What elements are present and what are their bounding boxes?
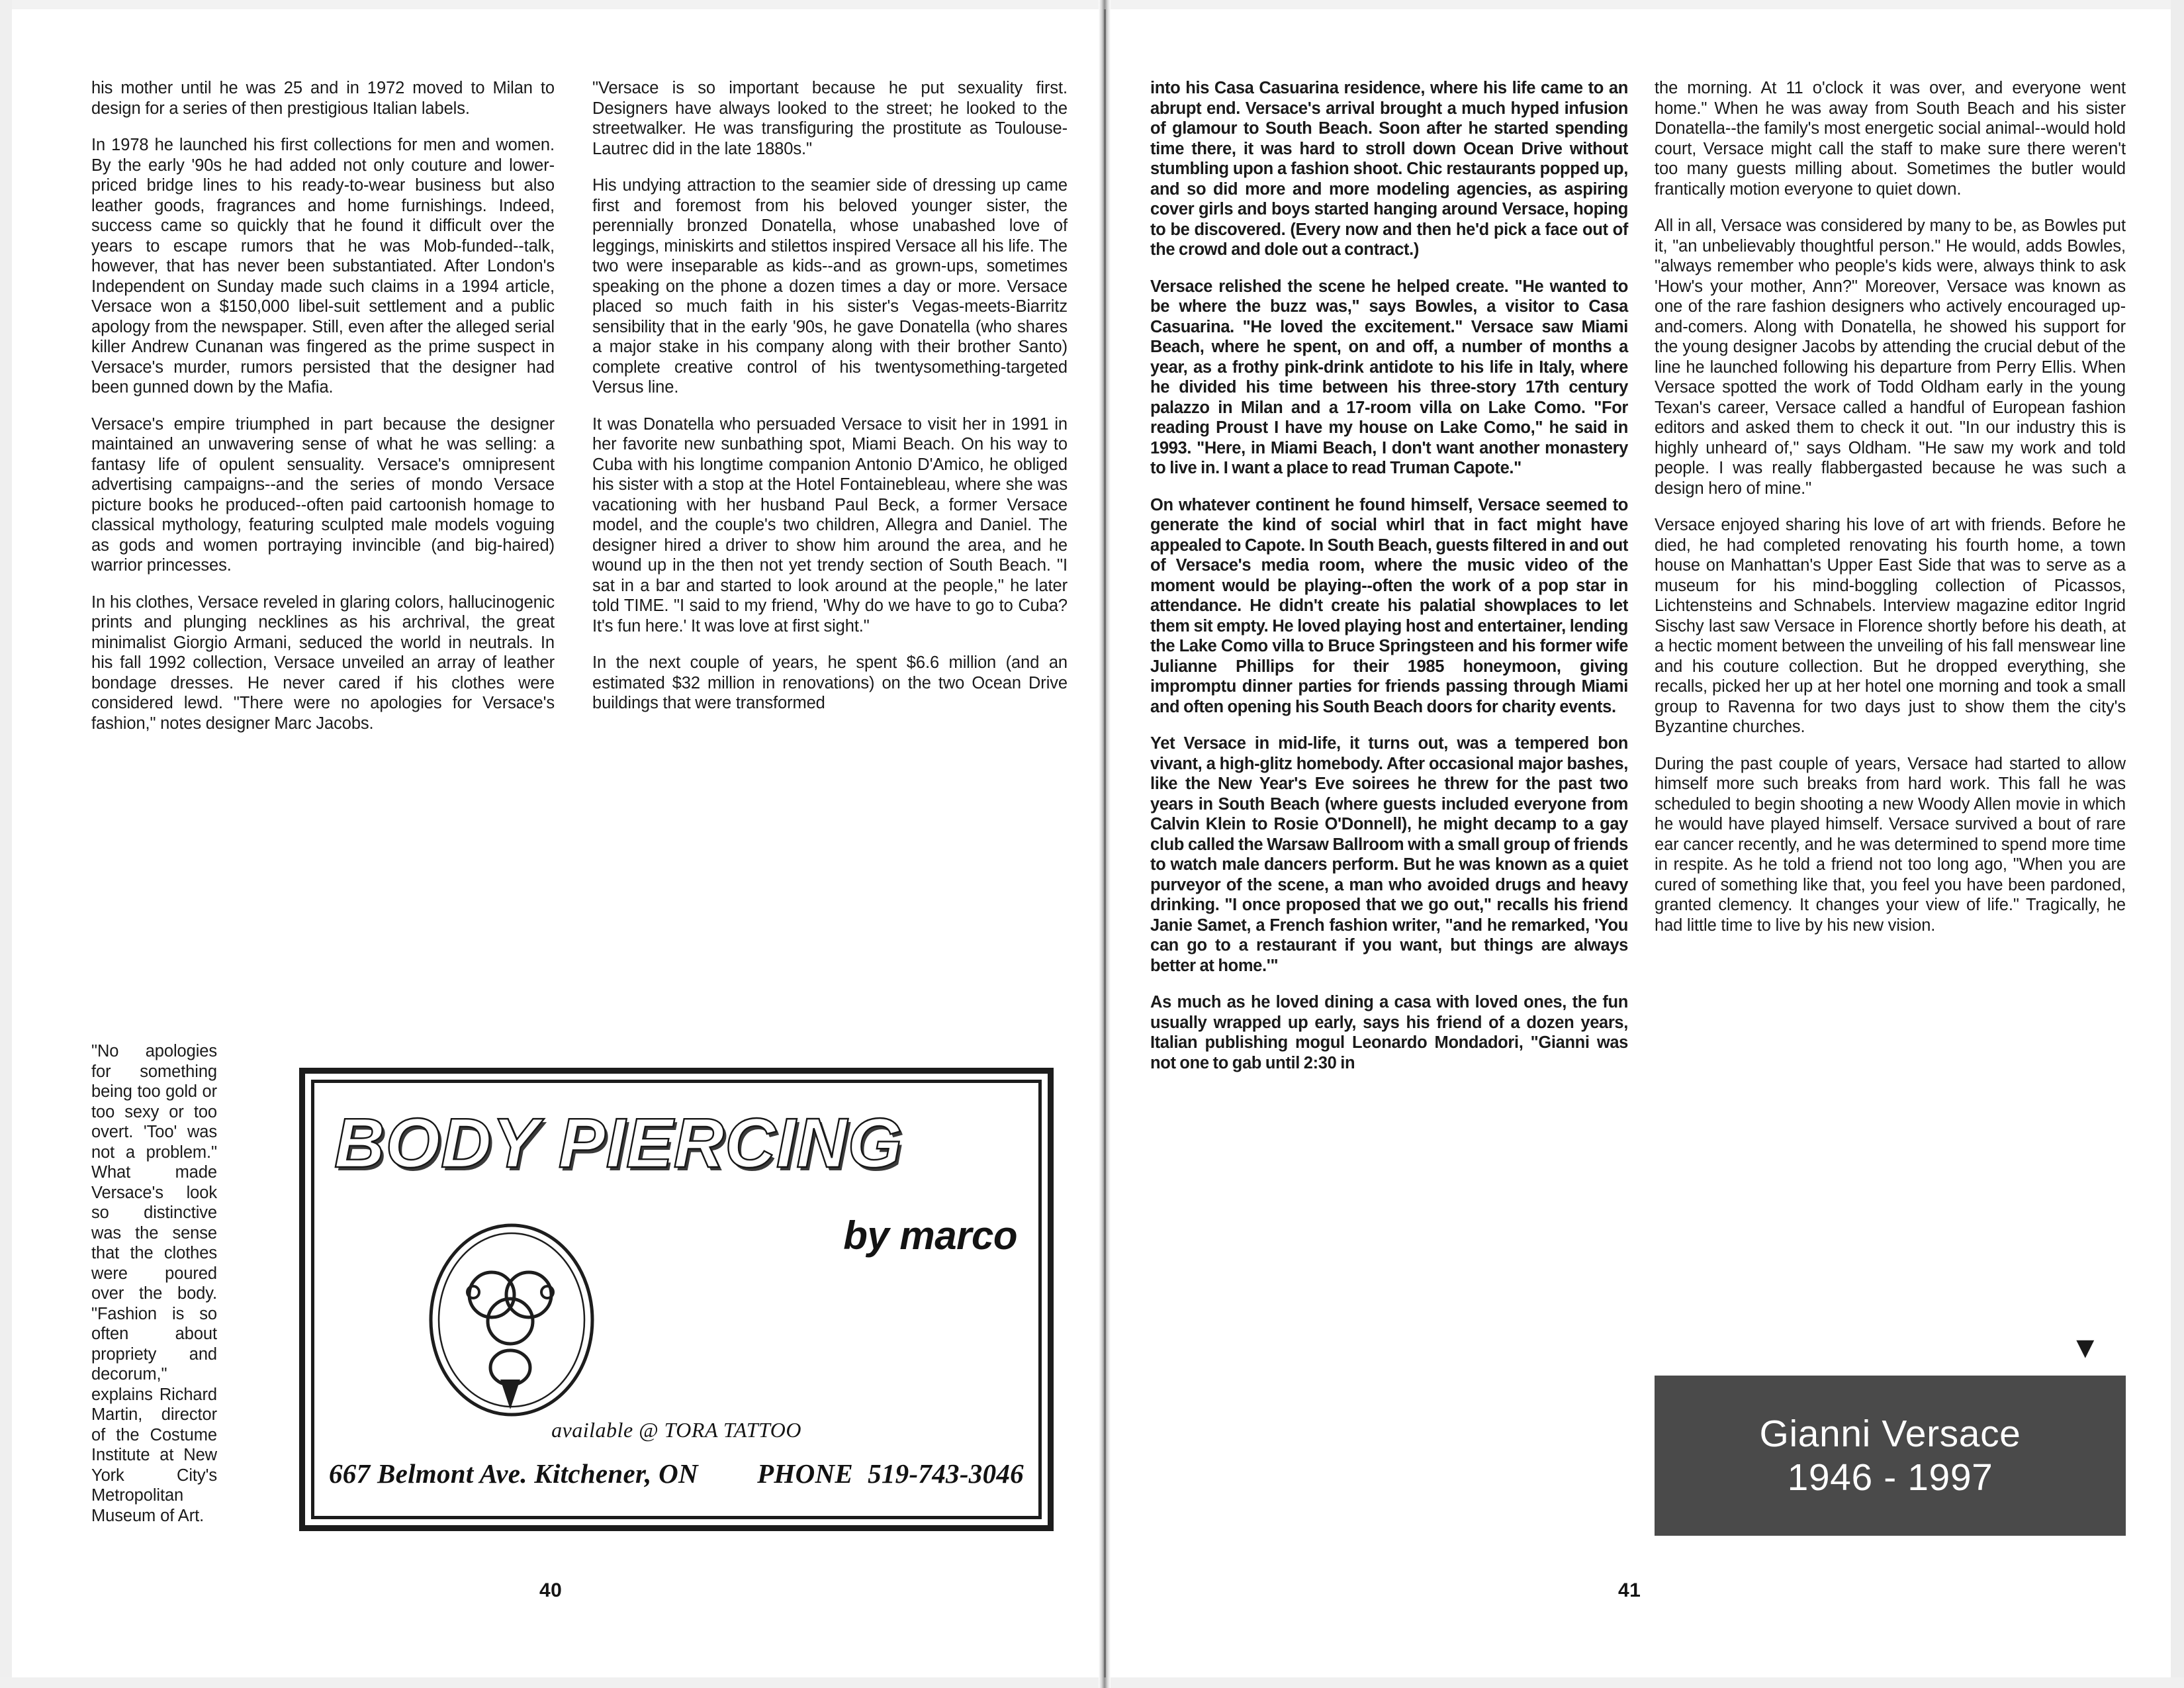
article-column-1-wrap — [91, 1041, 217, 1526]
paragraph: Versace relished the scene he helped create. "He wanted to be where the buzz was," says Bowles, a visitor to Casa Casuarina. "He loved the excitement." Versace saw Miami Beach, where he spent, on and off, a number of months a year, as a frothy pink-drink antidote to his life in Italy, where he divided his time between his three-story 17th century palazzo in Milan and a 17-room villa on Lake Como. "For reading Proust I have my house on Lake Como," he said in 1993. "Here, in Miami Beach, I don't want another monastery to live in. I want a place to read Truman Capote." — [1150, 277, 1628, 477]
ad-title: BODY PIERCING — [334, 1104, 903, 1182]
paragraph: "No apologies for something being too gold or too sexy or too overt. 'Too' was not a problem." What made Versace's look so distinctive was the sense that the clothes were poured over the body. "Fashion is so often about propriety and decorum," explains Richard Martin, director of the Costume Institute at New York City's Metropolitan Museum of Art. — [91, 1042, 217, 1525]
paragraph: Versace's empire triumphed in part because the designer maintained an unwavering sense of what he was selling: a fantasy life of opulent sensuality. Versace's omnipresent advertising campaigns--and the series of mondo Versace picture books he produced--often paid cartoonish homage to classical mythology, featuring sculpted male models voguing as gods and women portraying invincible (and big-haired) warrior princesses. — [91, 414, 555, 575]
paragraph: It was Donatella who persuaded Versace to visit her in 1991 in her favorite new sunbathing spot, Miami Beach. On his way to Cuba with his longtime companion Antonio D'Amico, he obliged his sister with a stop at the Hotel Fontainebleau, where she was vacationing with her husband Paul Beck, a former Versace model, and the couple's two children, Allegra and Daniel. The designer hired a driver to show him around the area, and he wound up in the then not yet trendy section of South Beach. "I sat in a bar and started to look around at the people," he later told TIME. "I said to my friend, 'Why do we have to go to Cuba? It's fun here.' It was love at first sight." — [592, 414, 1068, 635]
paragraph: "Versace is so important because he put sexuality first. Designers have always looked to the street; he looked to the streetwalker. He was transfiguring the prostitute as Toulouse-Lautrec did in the late 1880s." — [592, 79, 1068, 158]
paragraph: As much as he loved dining a casa with loved ones, the fun usually wrapped up early, says his friend of a dozen years, Italian publishing mogul Leonardo Mondadori, "Gianni was not one to gab until 2:30 in — [1150, 993, 1628, 1072]
page-number-right: 41 — [1618, 1579, 1641, 1601]
paragraph: In 1978 he launched his first collections for men and women. By the early '90s he had added not only couture and lower-priced bridge lines to his ready-to-wear business but also leather goods, fragrances and home furnishings. Indeed, success came so quickly that he found it difficult over the years to escape rumors that he was Mob-funded--talk, however, that has never been substantiated. After London's Independent on Sunday made such claims in a 1994 article, Versace won a $150,000 libel-suit settlement and a public apology from the newspaper. Still, even after the alleged serial killer Andrew Cunanan was fingered as the prime suspect in Versace's murder, rumors persisted that the designer had been gunned down by the Mafia. — [91, 136, 555, 397]
ad-phone — [757, 1458, 1024, 1489]
paragraph: All in all, Versace was considered by many to be, as Bowles put it, "an unbelievably thoughtful person." He would, adds Bowles, "always remember who people's kids were, always think to ask 'How's your mother, Ann?" Moreover, Versace was known as one of the rare fashion designers who actively encouraged up-and-comers. Along with Donatella, he showed his support for the young designer Jacobs by attending the crucial debut of the line he launched following his departure from Perry Ellis. When Versace spotted the work of Todd Oldham early in the young Texan's career, Versace called a handful of European fashion editors and asked them to check it out. "In our industry this is highly unheard of," says Oldham. "He saw my work and told people. I was really flabbergasted because he was such a design hero of mine." — [1655, 216, 2126, 498]
paragraph: Yet Versace in mid-life, it turns out, was a tempered bon vivant, a high-glitz homebody. After occasional major bashes, like the New Year's Eve soirees he threw for the past two years in South Beach (where guests included everyone from Calvin Klein to Rosie O'Donnell), he might decamp to a gay club called the Warsaw Ballroom with a small group of friends to watch male dancers perform. But he was known as a quiet purveyor of the scene, a man who avoided drugs and heavy drinking. "I once proposed that we go out," recalls his friend Janie Samet, a French fashion writer, "and he remarked, 'You can go to a restaurant if you want, but things are always better at home.'" — [1150, 734, 1628, 975]
article-column-3 — [1150, 78, 1628, 1073]
ad-address: 667 Belmont Ave. Kitchener, ON — [329, 1458, 698, 1489]
page-number-left: 40 — [539, 1579, 563, 1601]
paragraph: His undying attraction to the seamier side of dressing up came first and foremost from his beloved younger sister, the perennially bronzed Donatella, whose unabashed love of leggings, miniskirts and stilettos inspired Versace all his life. The two were inseparable as kids--and as grown-ups, sometimes speaking on the phone a dozen times a day or more. Versace placed so much faith in his sister's Vegas-meets-Biarritz sensibility that in the early '90s, he gave Donatella (who shares a major stake in his company along with their brother Santo) complete creative control of his twentysomething-targeted Versus line. — [592, 176, 1068, 397]
ad-phone-number: 519-743-3046 — [868, 1458, 1024, 1489]
memorial-block — [1655, 1376, 2126, 1536]
paragraph: During the past couple of years, Versace had started to allow himself more such breaks from hard work. This fall he was scheduled to begin shooting a new Woody Allen movie in which he would have played himself. Versace survived a bout of rare ear cancer recently, and he was determined to spend more time in respite. As he told a friend not too long ago, "When you are cured of something like that, you feel you have been pardoned, granted clemency. It changes your view of life." Tragically, he had little time to live by his new vision. — [1655, 754, 2126, 935]
advertisement-body-piercing — [299, 1068, 1054, 1531]
paragraph: the morning. At 11 o'clock it was over, and everyone went home." When he was away from South Beach and his sister Donatella--the family's most energetic social animal--would hold court, Versace might call the staff to make sure there weren't too many guests milling about. Sometimes the butler would frantically motion everyone to quiet down. — [1655, 79, 2126, 199]
ad-contact-row — [329, 1458, 1024, 1489]
paragraph: his mother until he was 25 and in 1972 moved to Milan to design for a series of then prestigious Italian labels. — [91, 79, 555, 118]
page-gutter-line — [1104, 9, 1106, 1677]
ad-phone-label: PHONE — [757, 1458, 854, 1489]
end-of-article-marker-icon: ▼ — [2070, 1330, 2101, 1364]
ad-available-at: available @ TORA TATTOO — [551, 1418, 801, 1442]
paragraph: into his Casa Casuarina residence, where his life came to an abrupt end. Versace's arrival brought a much hyped infusion of glamour to South Beach. Soon after he started spending time there, it was hard to stroll down Ocean Drive without stumbling upon a fashion shoot. Chic restaurants popped up, and so did more and more modeling agencies, as aspiring cover girls and boys started hanging around Versace, hoping to be discovered. (Every now and then he'd pick a face out of the crowd and dole out a contract.) — [1150, 79, 1628, 259]
piercing-rings-logo-icon — [426, 1221, 598, 1419]
article-column-1 — [91, 78, 555, 733]
memorial-name: Gianni Versace — [1759, 1413, 2021, 1455]
article-column-4 — [1655, 78, 2126, 935]
ad-byline: by marco — [843, 1213, 1017, 1258]
article-column-2 — [592, 78, 1068, 714]
paragraph: In the next couple of years, he spent $6.6 million (and an estimated $32 million in renovations) on the two Ocean Drive buildings that were transformed — [592, 653, 1068, 712]
paragraph: Versace enjoyed sharing his love of art with friends. Before he died, he had completed renovating his fourth home, a town house on Manhattan's Upper East Side that was to serve as a museum for his mind-boggling collection of Picassos, Lichtensteins and Schnabels. Interview magazine editor Ingrid Sischy last saw Versace in Florence shortly before his death, at a hectic moment between the unveiling of his fall menswear line and his couture collection. But he dropped everything, she recalls, picked her up at her hotel one morning and took a small group to Ravenna for two days just to show them the city's Byzantine churches. — [1655, 516, 2126, 736]
paragraph: In his clothes, Versace reveled in glaring colors, hallucinogenic prints and plunging necklines as his archrival, the great minimalist Giorgio Armani, seduced the world in neutrals. In his fall 1992 collection, Versace unveiled an array of leather bondage dresses. He never cared if his clothes were considered lewd. "There were no apologies for Versace's fashion," notes designer Marc Jacobs. — [91, 592, 555, 733]
memorial-dates: 1946 - 1997 — [1787, 1456, 1993, 1499]
paragraph: On whatever continent he found himself, Versace seemed to generate the kind of social whirl that in fact might have appealed to Capote. In South Beach, guests filtered in and out of Versace's media room, where the music video of the moment would be playing--often the work of a pop star in attendance. He didn't create his palatial showplaces to let them sit empty. He loved playing host and entertainer, lending the Lake Como villa to Bruce Springsteen and his former wife Julianne Phillips for their 1985 honeymoon, giving impromptu dinner parties for friends passing through Miami and often opening his South Beach doors for charity events. — [1150, 495, 1628, 716]
